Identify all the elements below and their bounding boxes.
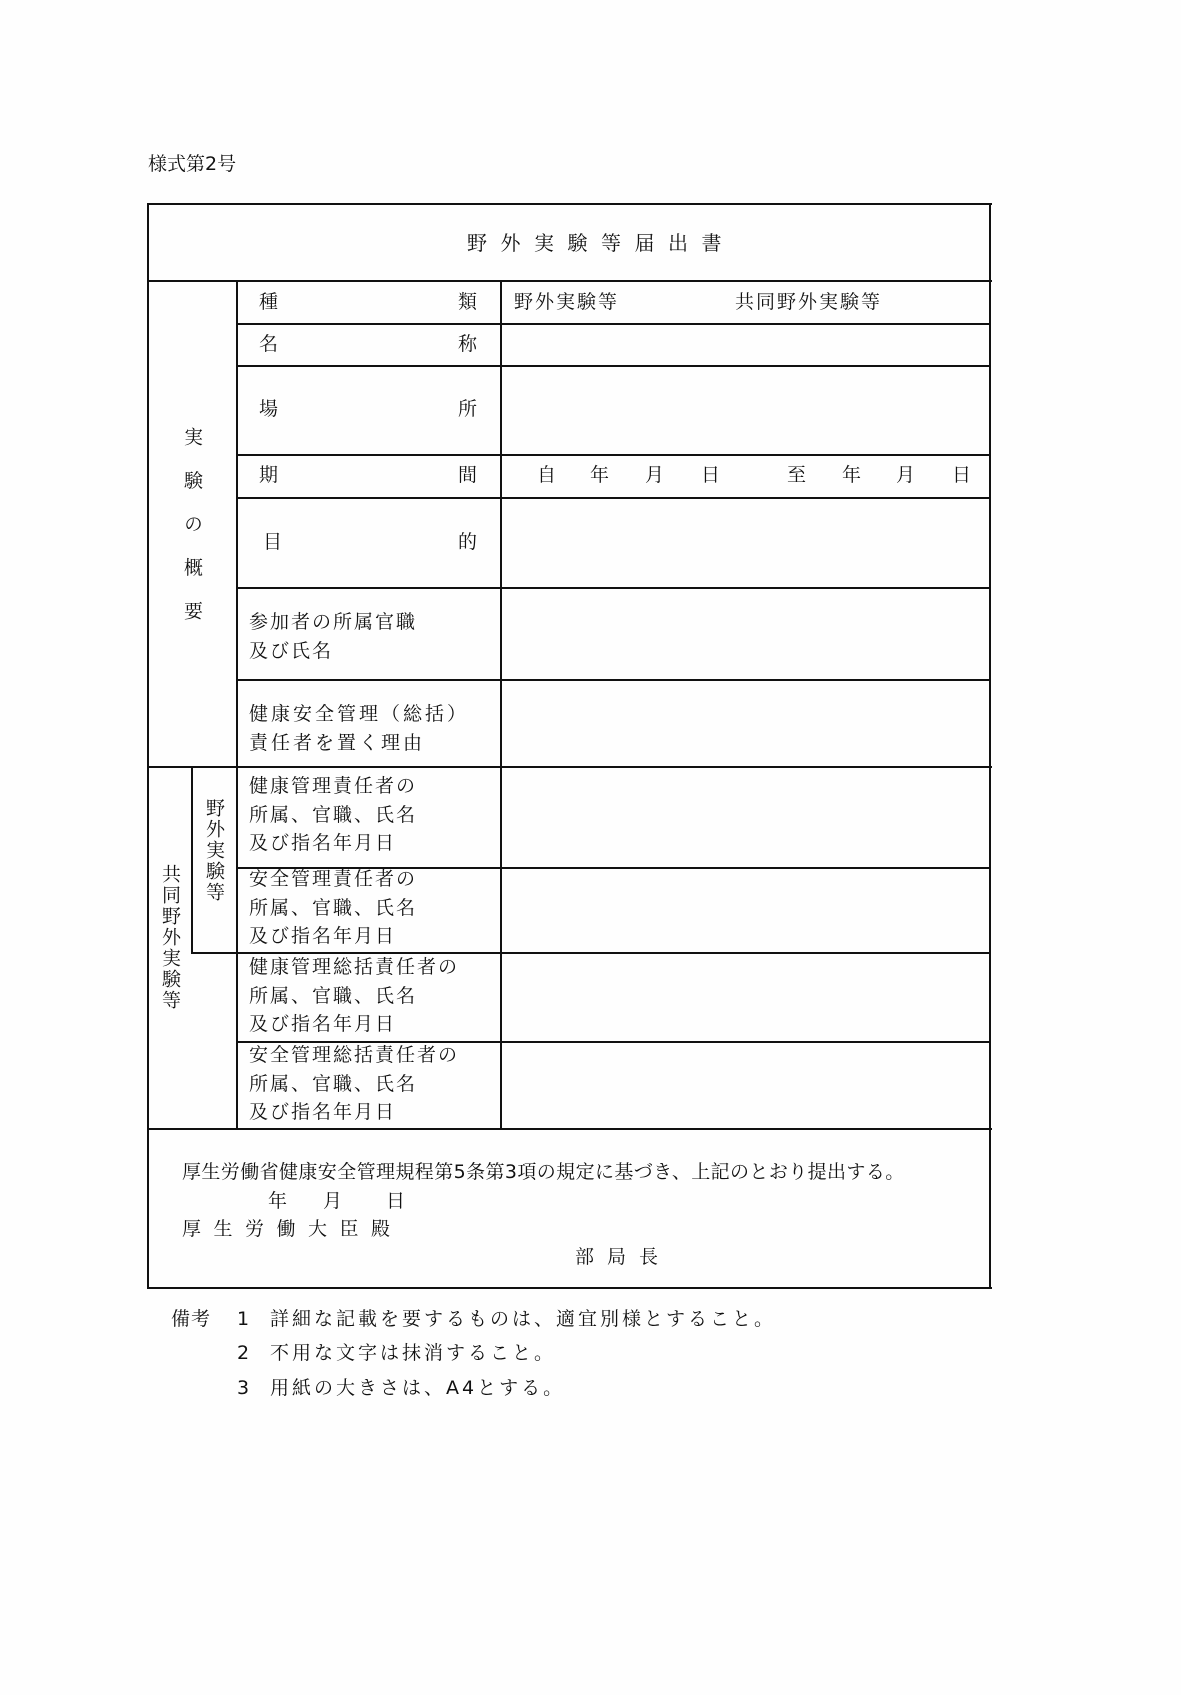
- label-line: 及び指名年月日: [249, 832, 397, 854]
- row-purpose-label-left: 目: [263, 531, 283, 553]
- period-to-month[interactable]: 月: [896, 464, 916, 486]
- label-line: 健康管理責任者の: [249, 775, 418, 797]
- safety-general-manager-value-field[interactable]: [502, 1043, 988, 1128]
- label-line: 及び氏名: [249, 639, 334, 662]
- row-name-label-left: 名: [259, 333, 279, 355]
- title-row-divider: [147, 280, 992, 282]
- label-line: 所属、官職、氏名: [249, 896, 418, 919]
- label-line: 及び指名年月日: [249, 925, 397, 947]
- sub-label-column-line: [191, 767, 193, 954]
- form-number: 様式第2号: [148, 153, 237, 175]
- notes-heading: 備考: [171, 1308, 212, 1330]
- footer-date-year[interactable]: 年: [268, 1190, 288, 1212]
- footer-addressee: 厚生労働大臣殿: [182, 1218, 403, 1240]
- row-manager-reason-label: [249, 700, 469, 757]
- table-border-top: [147, 203, 992, 205]
- place-value-field[interactable]: [502, 367, 988, 454]
- note-text: 用紙の大きさは、A4とする。: [270, 1377, 566, 1399]
- health-general-manager-value-field[interactable]: [502, 954, 988, 1041]
- row-type-label-right: 類: [458, 291, 478, 313]
- type-option-field-experiment[interactable]: 野外実験等: [514, 291, 620, 313]
- label-line: 責任者を置く理由: [249, 731, 426, 754]
- row-safety-general-manager-label: [249, 1041, 459, 1127]
- label-line: 所属、官職、氏名: [249, 803, 418, 826]
- purpose-value-field[interactable]: [502, 499, 988, 587]
- period-from-month[interactable]: 月: [645, 464, 665, 486]
- row-line: [237, 454, 991, 456]
- footer-divider: [147, 1128, 992, 1130]
- row-name-label-right: 称: [458, 333, 478, 355]
- label-column-line: [236, 281, 238, 1129]
- footer-statement: 厚生労働省健康安全管理規程第5条第3項の規定に基づき、上記のとおり提出する。: [182, 1161, 905, 1183]
- label-line: 健康管理総括責任者の: [249, 956, 460, 978]
- participants-value-field[interactable]: [502, 589, 988, 679]
- label-line: 所属、官職、氏名: [249, 984, 418, 1007]
- health-manager-value-field[interactable]: [502, 768, 988, 867]
- form-title: 野外実験等届出書: [467, 231, 735, 255]
- row-period-label-right: 間: [458, 464, 478, 486]
- note-number: 3: [237, 1377, 250, 1399]
- period-to-label: 至: [787, 464, 807, 486]
- type-option-joint-field-experiment[interactable]: 共同野外実験等: [735, 291, 883, 313]
- row-health-general-manager-label: [249, 953, 459, 1039]
- note-number: 1: [237, 1308, 250, 1330]
- note-text: 不用な文字は抹消すること。: [270, 1342, 557, 1364]
- safety-manager-value-field[interactable]: [502, 869, 988, 952]
- sub-label-bottom-line: [191, 952, 237, 954]
- period-from-day[interactable]: 日: [701, 464, 721, 486]
- footer-date-month[interactable]: 月: [323, 1190, 343, 1212]
- period-from-label: 自: [537, 464, 557, 486]
- manager-reason-value-field[interactable]: [502, 681, 988, 766]
- name-value-field[interactable]: [502, 325, 988, 365]
- row-type-label-left: 種: [259, 291, 279, 313]
- label-line: 参加者の所属官職: [249, 611, 418, 633]
- row-health-manager-label: [249, 772, 417, 858]
- row-period-label-left: 期: [259, 464, 279, 486]
- period-to-year[interactable]: 年: [842, 464, 862, 486]
- row-place-label-right: 所: [458, 398, 478, 420]
- label-line: 及び指名年月日: [249, 1013, 397, 1035]
- row-participants-label: [249, 608, 417, 665]
- label-line: 安全管理総括責任者の: [249, 1044, 460, 1066]
- label-line: 安全管理責任者の: [249, 868, 418, 890]
- row-place-label-left: 場: [259, 398, 279, 420]
- table-border-bottom: [147, 1287, 992, 1289]
- row-purpose-label-right: 的: [458, 531, 478, 553]
- section-joint-sub-label: 野外実験等: [203, 798, 225, 903]
- period-from-year[interactable]: 年: [590, 464, 610, 486]
- section-overview-label-text: 実験の概要: [181, 427, 203, 645]
- row-safety-manager-label: [249, 865, 417, 951]
- table-border-left: [147, 203, 149, 1289]
- period-to-day[interactable]: 日: [952, 464, 972, 486]
- label-line: 所属、官職、氏名: [249, 1072, 418, 1095]
- label-line: 及び指名年月日: [249, 1101, 397, 1123]
- note-number: 2: [237, 1342, 250, 1364]
- footer-date-day[interactable]: 日: [386, 1190, 406, 1212]
- footer-sender: 部局長: [575, 1246, 672, 1268]
- section-joint-label: 共同野外実験等: [159, 864, 181, 1011]
- label-line: 健康安全管理（総括）: [249, 703, 470, 725]
- note-text: 詳細な記載を要するものは、適宜別様とすること。: [270, 1308, 777, 1330]
